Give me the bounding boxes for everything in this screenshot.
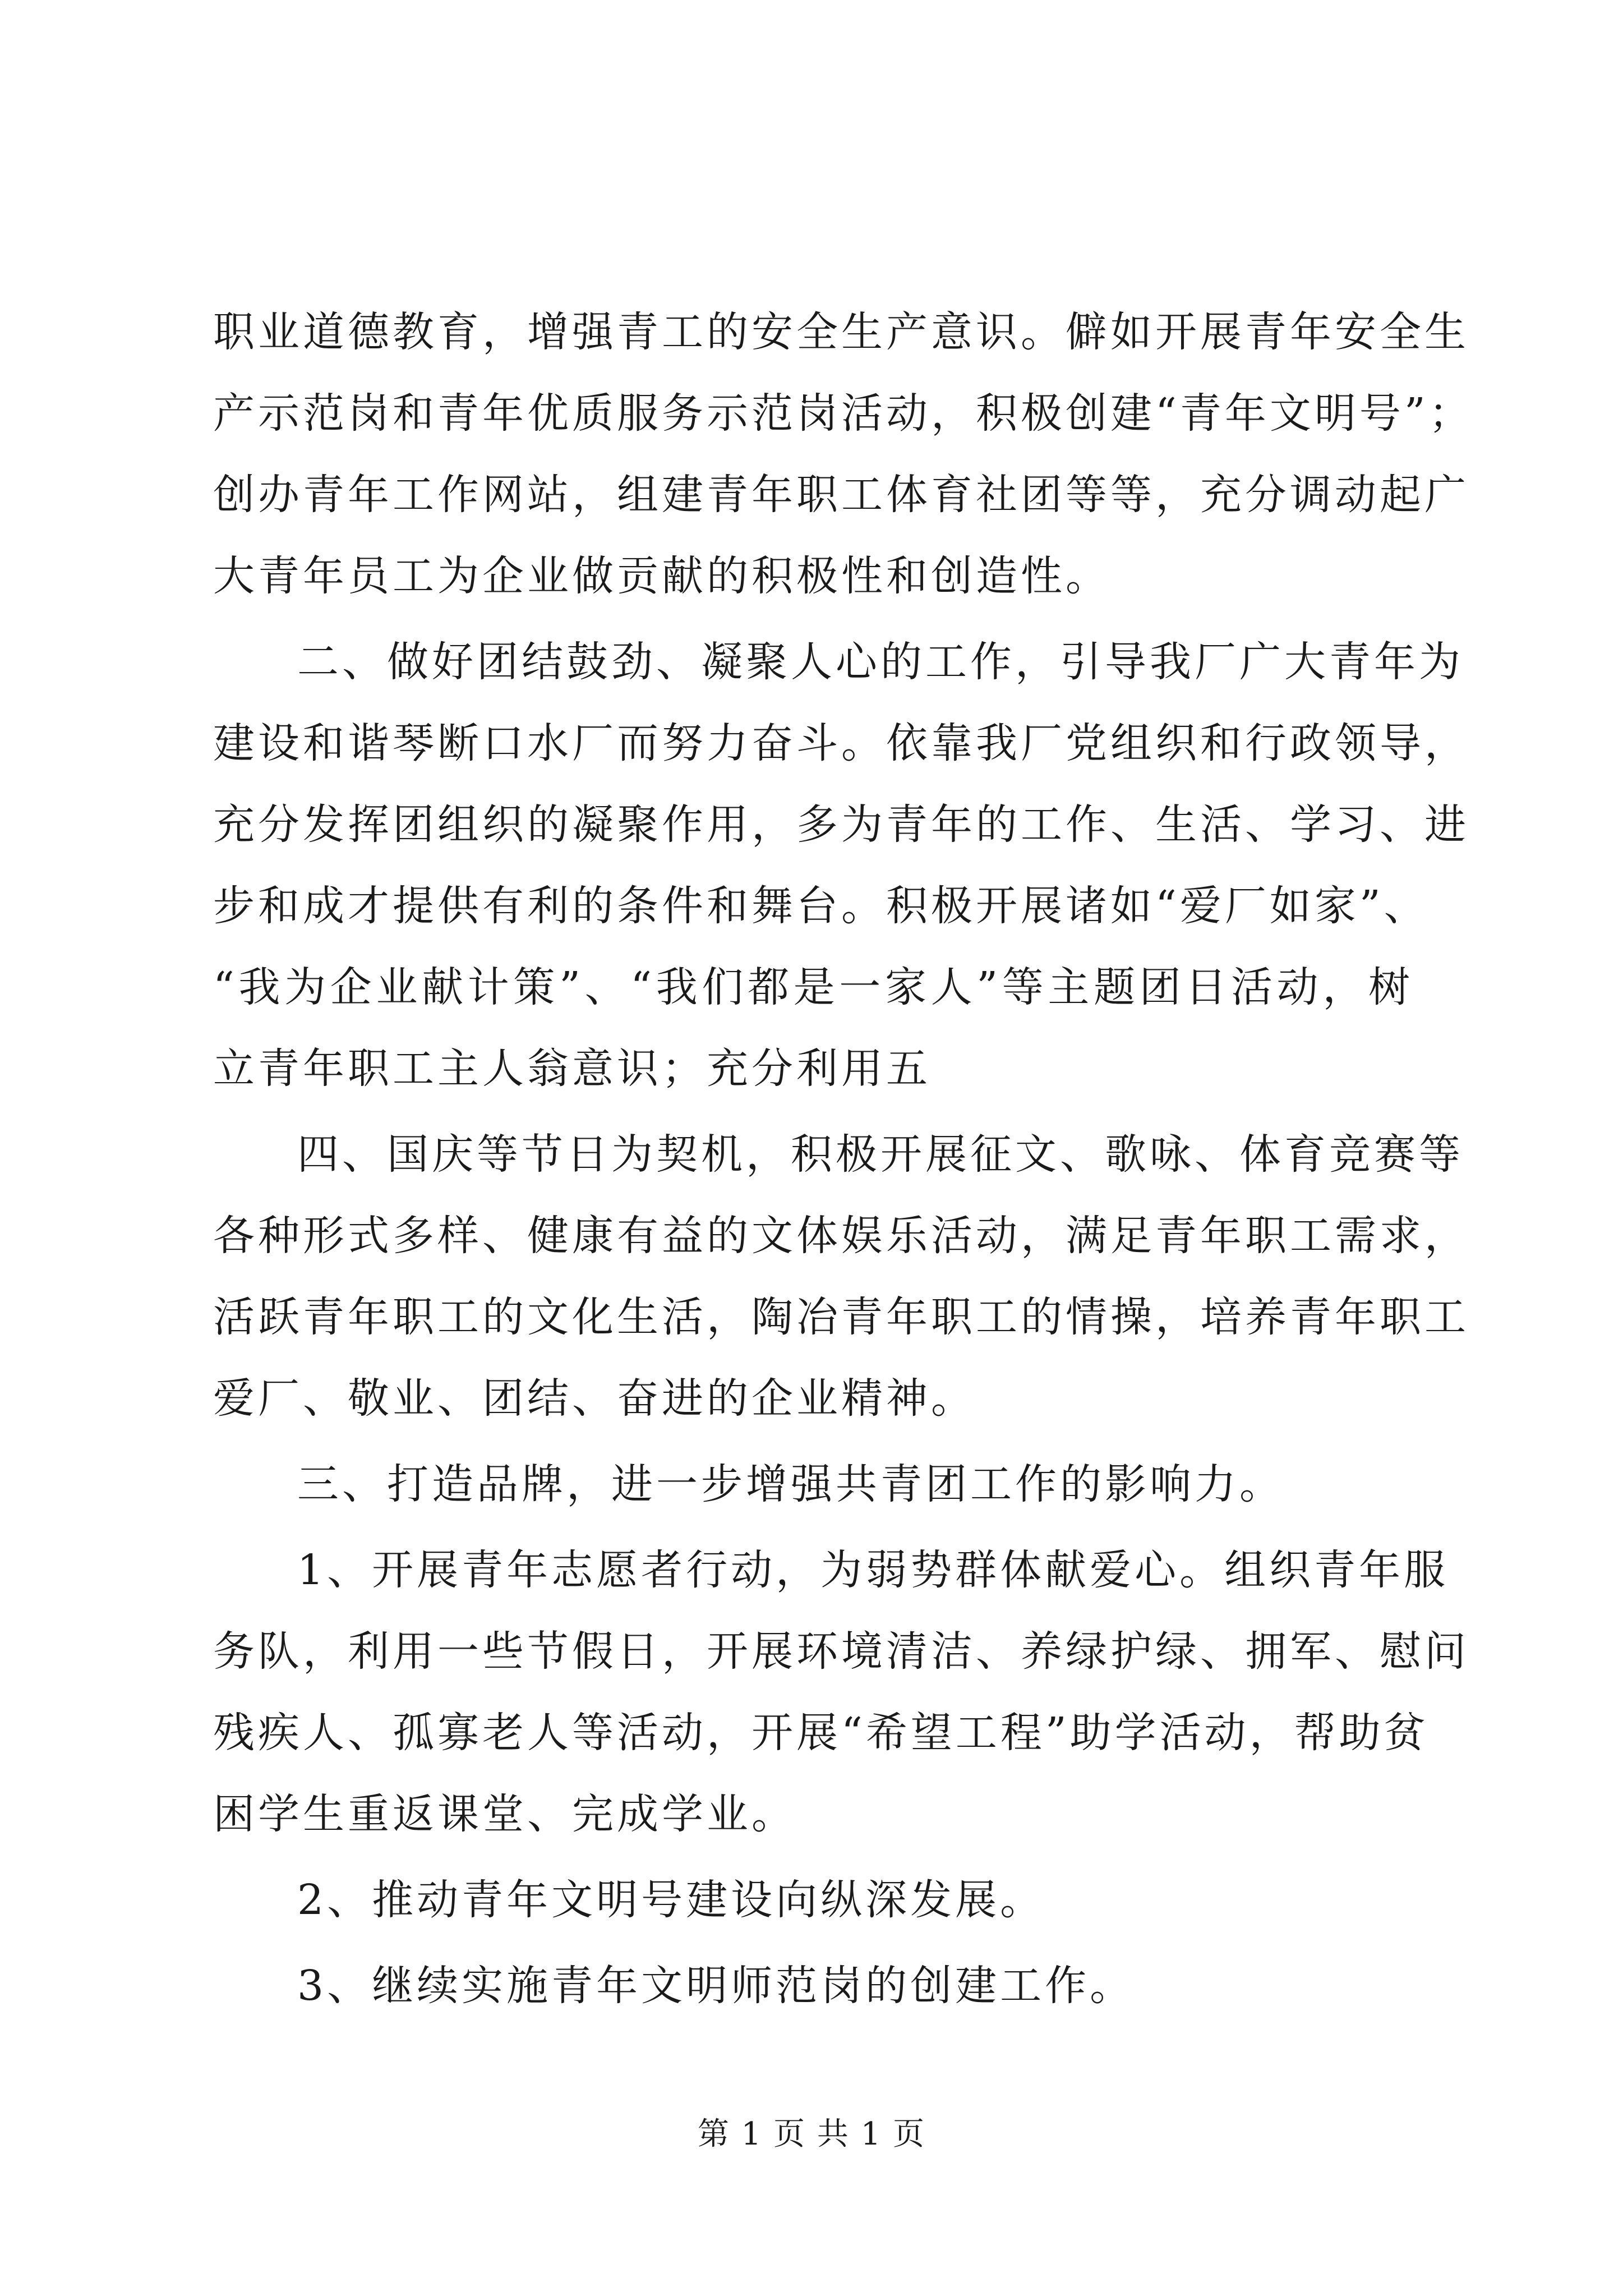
text-line: 残疾人、孤寡老人等活动，开展“希望工程”助学活动，帮助贫 [213,1709,1429,1757]
text-line: 各种形式多样、健康有益的文体娱乐活动，满足青年职工需求， [213,1212,1469,1260]
text-line: 3、继续实施青年文明师范岗的创建工作。 [297,1962,1135,2010]
paragraph-3 [213,1114,1469,1439]
text-line: 务队，利用一些节假日，开展环境清洁、养绿护绿、拥军、慰问 [213,1627,1469,1676]
text-line: 困学生重返课堂、完成学业。 [213,1790,796,1838]
paragraph-2 [213,622,1469,1110]
text-line: 三、打造品牌，进一步增强共青团工作的影响力。 [297,1460,1284,1508]
text-line: 产示范岗和青年优质服务示范岗活动，积极创建“青年文明号”； [213,389,1474,438]
list-item-3 [213,1945,1413,2027]
text-line: “我为企业献计策”、“我们都是一家人”等主题团日活动，树 [213,963,1413,1011]
text-line: 二、做好团结鼓劲、凝聚人心的工作，引导我厂广大青年为 [297,638,1464,686]
text-line: 职业道德教育，增强青工的安全生产意识。僻如开展青年安全生 [213,308,1469,356]
page-footer [0,2109,1623,2154]
page-number-label: 第 1 页 共 1 页 [697,2116,926,2152]
document-body [213,292,1474,2027]
text-line: 1、开展青年志愿者行动，为弱势群体献爱心。组织青年服 [297,1546,1449,1594]
text-line: 立青年职工主人翁意识；充分利用五 [213,1045,931,1093]
list-item-2 [213,1860,1413,1941]
list-item-1 [213,1530,1469,1855]
text-line: 2、推动青年文明号建设向纵深发展。 [297,1876,1045,1924]
text-line: 爱厂、敬业、团结、奋进的企业精神。 [213,1374,976,1423]
text-line: 活跃青年职工的文化生活，陶冶青年职工的情操，培养青年职工 [213,1293,1469,1341]
text-line: 大青年员工为企业做贡献的积极性和创造性。 [213,552,1110,600]
text-line: 建设和谐琴断口水厂而努力奋斗。依靠我厂党组织和行政领导， [213,719,1469,767]
text-line: 步和成才提供有利的条件和舞台。积极开展诸如“爱厂如家”、 [213,882,1429,930]
paragraph-1 [213,292,1474,617]
text-line: 四、国庆等节日为契机，积极开展征文、歌咏、体育竞赛等 [297,1130,1464,1179]
text-line: 创办青年工作网站，组建青年职工体育社团等等，充分调动起广 [213,471,1469,519]
section-heading-3 [213,1444,1413,1525]
text-line: 充分发挥团组织的凝聚作用，多为青年的工作、生活、学习、进 [213,800,1469,849]
